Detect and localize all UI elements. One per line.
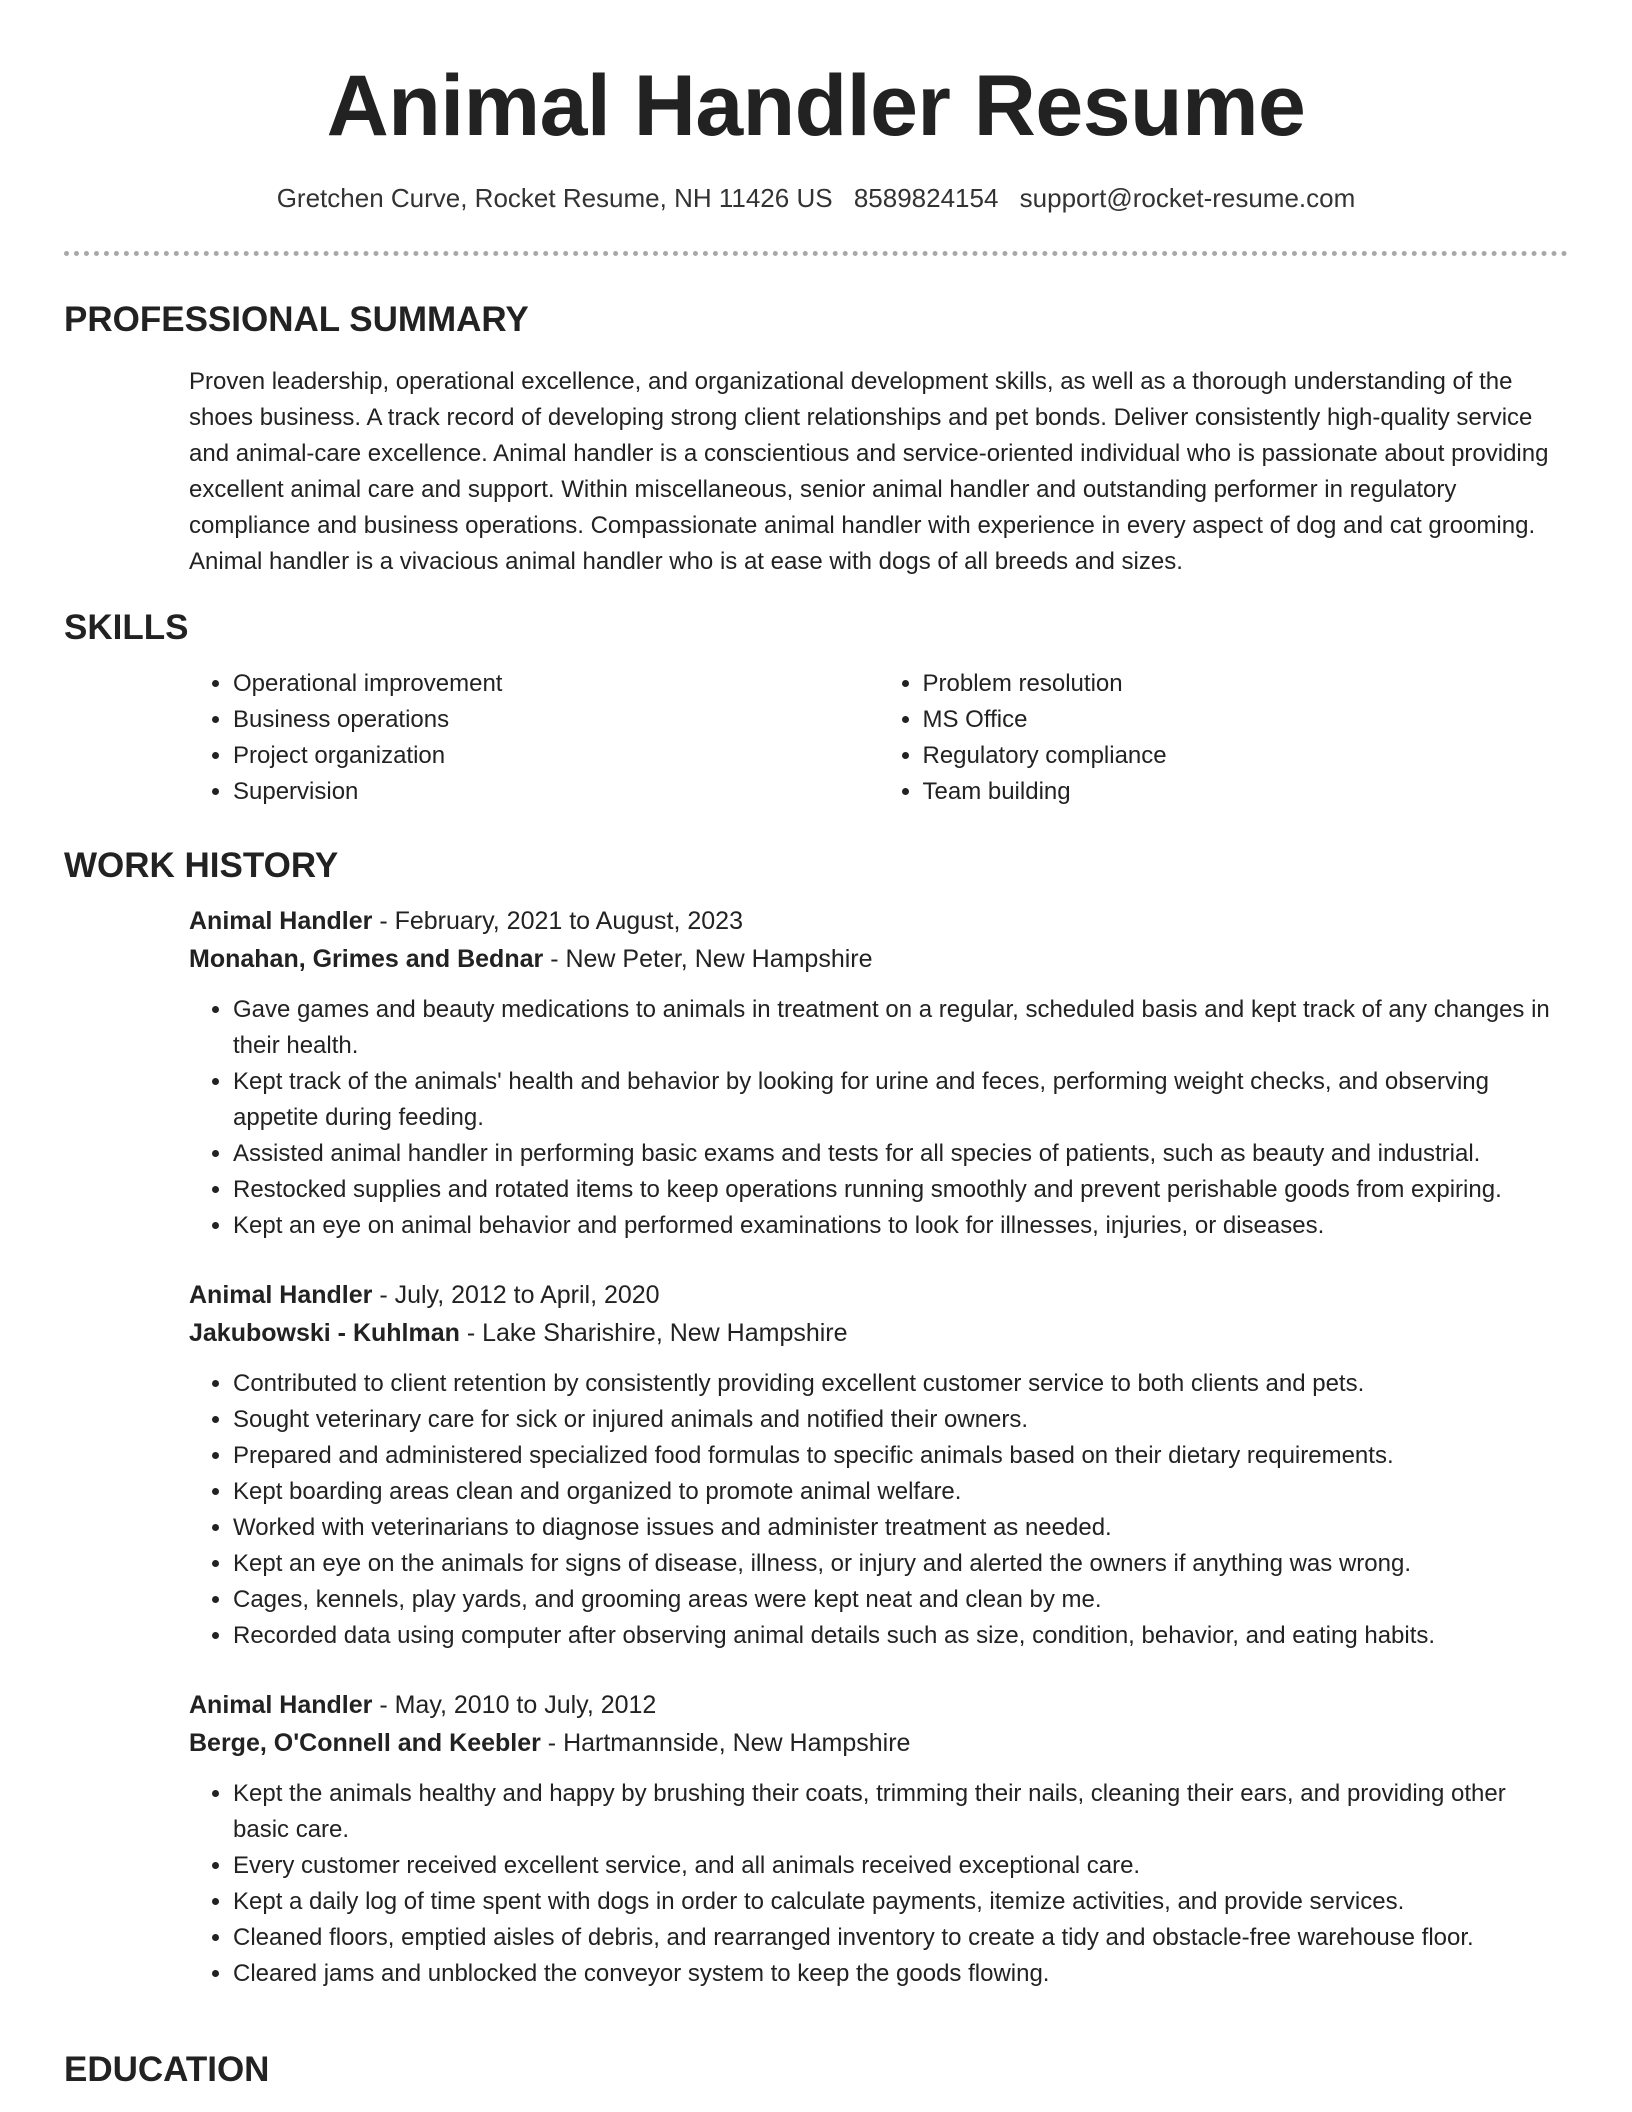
- skills-heading: SKILLS: [64, 608, 189, 647]
- job-company: Monahan, Grimes and Bednar: [189, 945, 544, 973]
- job-dates: - May, 2010 to July, 2012: [372, 1691, 657, 1719]
- skill-item: • Team building: [923, 774, 1569, 810]
- job-entry: [189, 902, 1568, 1244]
- skill-item: • Business operations: [233, 702, 879, 738]
- job-duty: • Cleared jams and unblocked the conveyor system to keep the goods flowing.: [233, 1956, 1568, 1992]
- summary-text: Proven leadership, operational excellence, and organizational development skills, as well as a thorough understanding of the shoes business. A track record of developing strong client relationships and pet bonds. Deliver consistently high-quality service and animal-care excellence. Animal handler is a conscientious and service-oriented individual who is passionate about providing excellent animal care and support. Within miscellaneous, senior animal handler and outstanding performer in regulatory compliance and business operations. Compassionate animal handler with experience in every aspect of dog and cat grooming. Animal handler is a vivacious animal handler who is at ease with dogs of all breeds and sizes.: [189, 368, 1549, 575]
- job-company-line: [189, 1724, 1568, 1762]
- skills-columns: [189, 666, 1568, 810]
- job-duty: • Kept an eye on the animals for signs of disease, illness, or injury and alerted the owners if anything was wrong.: [233, 1546, 1568, 1582]
- job-dates: - July, 2012 to April, 2020: [372, 1281, 660, 1309]
- job-company-line: [189, 940, 1568, 978]
- job-company: Berge, O'Connell and Keebler: [189, 1729, 541, 1757]
- job-duty: • Restocked supplies and rotated items to keep operations running smoothly and prevent perishable goods from expiring.: [233, 1172, 1568, 1208]
- job-duty: • Cages, kennels, play yards, and grooming areas were kept neat and clean by me.: [233, 1582, 1568, 1618]
- skill-item: • Project organization: [233, 738, 879, 774]
- job-duty: • Prepared and administered specialized food formulas to specific animals based on their dietary requirements.: [233, 1438, 1568, 1474]
- job-duty: • Cleaned floors, emptied aisles of debris, and rearranged inventory to create a tidy and obstacle-free warehouse floor.: [233, 1920, 1568, 1956]
- summary-section: [64, 298, 1568, 580]
- job-duty: • Sought veterinary care for sick or injured animals and notified their owners.: [233, 1402, 1568, 1438]
- job-entry: [189, 1276, 1568, 1654]
- job-company: Jakubowski - Kuhlman: [189, 1319, 460, 1347]
- job-entry: [189, 1686, 1568, 1992]
- job-duty: • Recorded data using computer after observing animal details such as size, condition, behavior, and eating habits.: [233, 1618, 1568, 1654]
- job-duty: • Kept an eye on animal behavior and performed examinations to look for illnesses, injuries, or diseases.: [233, 1208, 1568, 1244]
- job-duty: • Contributed to client retention by consistently providing excellent customer service to both clients and pets.: [233, 1366, 1568, 1402]
- job-dates: - February, 2021 to August, 2023: [372, 907, 743, 935]
- job-duties: [189, 992, 1568, 1244]
- education-heading: EDUCATION: [64, 2050, 270, 2089]
- skills-list-left: [189, 666, 879, 810]
- job-duty: • Kept the animals healthy and happy by brushing their coats, trimming their nails, cleaning their ears, and providing other basic care.: [233, 1776, 1568, 1848]
- header-divider: [64, 251, 1568, 256]
- skill-item: • Supervision: [233, 774, 879, 810]
- job-company-line: [189, 1314, 1568, 1352]
- contact-line: [0, 180, 1632, 216]
- job-duty: • Every customer received excellent service, and all animals received exceptional care.: [233, 1848, 1568, 1884]
- job-duties: [189, 1776, 1568, 1992]
- skills-list-right: [879, 666, 1569, 810]
- page-title: Animal Handler Resume: [326, 58, 1306, 154]
- job-title-line: [189, 902, 1568, 940]
- job-title: Animal Handler: [189, 907, 373, 935]
- education-section: [64, 2048, 1568, 2092]
- contact-phone: 8589824154: [853, 183, 999, 213]
- job-location: - New Peter, New Hampshire: [543, 945, 873, 973]
- contact-address: Gretchen Curve, Rocket Resume, NH 11426 US: [276, 183, 833, 213]
- skill-item: • Regulatory compliance: [923, 738, 1569, 774]
- work-history-heading: WORK HISTORY: [64, 846, 339, 885]
- job-location: - Lake Sharishire, New Hampshire: [459, 1319, 848, 1347]
- contact-email: support@rocket-resume.com: [1019, 183, 1356, 213]
- job-duty: • Kept a daily log of time spent with dogs in order to calculate payments, itemize activities, and provide services.: [233, 1884, 1568, 1920]
- job-duty: • Assisted animal handler in performing basic exams and tests for all species of patients, such as beauty and industrial.: [233, 1136, 1568, 1172]
- job-title: Animal Handler: [189, 1281, 373, 1309]
- job-duty: • Worked with veterinarians to diagnose issues and administer treatment as needed.: [233, 1510, 1568, 1546]
- skill-item: • Problem resolution: [923, 666, 1569, 702]
- job-duties: [189, 1366, 1568, 1654]
- job-title-line: [189, 1276, 1568, 1314]
- work-history-section: [64, 844, 1568, 1992]
- summary-heading: PROFESSIONAL SUMMARY: [64, 300, 529, 339]
- job-title: Animal Handler: [189, 1691, 373, 1719]
- job-title-line: [189, 1686, 1568, 1724]
- job-duty: • Kept boarding areas clean and organized to promote animal welfare.: [233, 1474, 1568, 1510]
- skill-item: • MS Office: [923, 702, 1569, 738]
- job-duty: • Kept track of the animals' health and behavior by looking for urine and feces, performing weight checks, and observing appetite during feeding.: [233, 1064, 1568, 1136]
- skills-section: [64, 606, 1568, 810]
- job-location: - Hartmannside, New Hampshire: [540, 1729, 911, 1757]
- skill-item: • Operational improvement: [233, 666, 879, 702]
- job-duty: • Gave games and beauty medications to animals in treatment on a regular, scheduled basis and kept track of any changes in their health.: [233, 992, 1568, 1064]
